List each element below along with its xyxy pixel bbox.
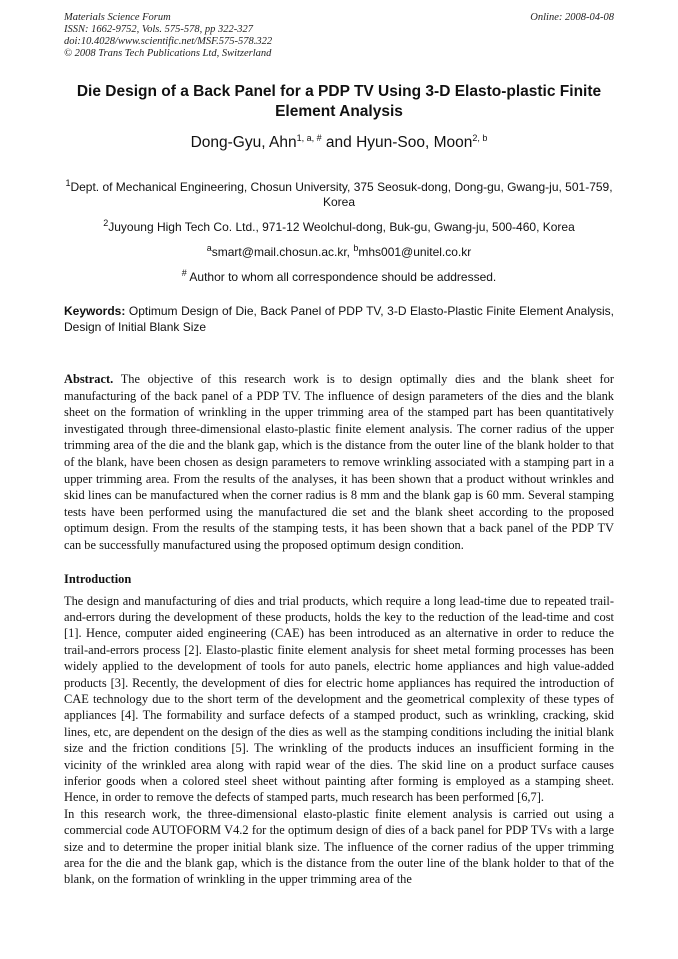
abstract-text: The objective of this research work is to design optimally dies and the blank sheet for manufacturing of the back panel of a PDP TV. The influence of design parameters of the dies and the blank sheet on the formation of wrinkling in the upper trimming area of the stamped part has been quantitatively investigated through three-dimensional elasto-plastic finite element analysis. The corner radius of the upper trimming area of the die and the blank gap, which is the distance from the outer line of the blank holder to that of the blank, have been chosen as design parameters to remove wrinkling associated with a stamping part in a upper trimming area. From the results of the analyses, it has been shown that a product without wrinkles and skid lines can be manufactured when the corner radius is 8 mm and the blank gap is 60 mm. Several stamping tests have been performed using the manufactured die set and the blank sheet according to the proposed optimum design. From the results of the stamping tests, it has been shown that a back panel of the PDP TV can be successfully manufactured using the proposed optimum design condition. <box>64 372 614 552</box>
online-date: Online: 2008-04-08 <box>530 12 614 23</box>
keywords-label: Keywords: <box>64 304 126 318</box>
keywords <box>64 303 614 335</box>
introduction-paragraph-1: The design and manufacturing of dies and trial products, which require a long lead-time due to repeated trail-and-errors during the development of these products, holds the key to the reduction of the lead-time and cost [1]. Hence, computer aided engineering (CAE) has been introduced as an alternative in order to reduce the trail-and-errors process [2]. Elasto-plastic finite element analysis for sheet metal forming processes has been widely applied to the development of tools for auto panels, electric home appliances and high value-added products [3]. Recently, the development of dies for electric home appliances has required the introduction of CAE technology due to the short term of the development and the geometrical complexity of these types of appliances [4]. The formability and surface defects of a stamped product, such as wrinkling, cracking, skid lines, etc, are dependent on the design of the dies as well as the stamping conditions including the initial blank size and the friction conditions [5]. The wrinkling of the products induces an insufficient forming in the vicinity of the wrinkled area along with rapid wear of the dies. The skid line on a product surface causes inferior goods when a colored steel sheet without painting after forming is employed as a stamping sheet. Hence, in order to remove the defects of stamped parts, much research has been performed [6,7]. <box>64 593 614 805</box>
email-b: mhs001@unitel.co.kr <box>358 245 472 259</box>
affiliation-1 <box>64 180 614 210</box>
affiliation-1-text: Dept. of Mechanical Engineering, Chosun University, 375 Seosuk-dong, Dong-gu, Gwang-ju, 501-759, Korea <box>70 180 613 209</box>
journal-doi: doi:10.4028/www.scientific.net/MSF.575-578.322 <box>64 36 273 47</box>
affiliation-2-sup: 2 <box>103 218 109 228</box>
author-conj: and <box>321 134 357 151</box>
correspondence-sup: # <box>181 268 187 278</box>
introduction-paragraph-2: In this research work, the three-dimensional elasto-plastic finite element analysis is carried out using a commercial code AUTOFORM V4.2 for the optimum design of dies of a back panel for PDP TVs with a large size and to determine the proper initial blank size. The influence of the corner radius of the upper trimming area for the die and the blank gap, which is the distance from the outer line of the blank holder to that of the blank, on the formation of wrinkling in the upper trimming area of the <box>64 806 614 887</box>
journal-header <box>64 12 614 60</box>
paper-title: Die Design of a Back Panel for a PDP TV Using 3-D Elasto-plastic Finite Element Analysis <box>76 83 602 120</box>
affiliation-1-sup: 1 <box>65 178 71 188</box>
author-1: Dong-Gyu, Ahn <box>190 134 297 151</box>
correspondence-note <box>64 270 614 285</box>
author-2-sup: 2, b <box>472 132 488 143</box>
email-a: smart@mail.chosun.ac.kr, <box>211 245 354 259</box>
journal-copyright: © 2008 Trans Tech Publications Ltd, Switzerland <box>64 48 272 59</box>
journal-name: Materials Science Forum <box>64 12 171 23</box>
email-a-sup: a <box>206 243 212 253</box>
email-line <box>64 245 614 260</box>
affiliation-2 <box>64 220 614 235</box>
journal-issn: ISSN: 1662-9752, Vols. 575-578, pp 322-327 <box>64 24 253 35</box>
email-b-sup: b <box>353 243 359 253</box>
keywords-text: Optimum Design of Die, Back Panel of PDP TV, 3-D Elasto-Plastic Finite Element Analysis, Design of Initial Blank Size <box>64 304 614 334</box>
author-line <box>64 134 614 152</box>
paper-page <box>64 12 614 888</box>
author-1-sup: 1, a, # <box>296 132 322 143</box>
abstract <box>64 371 614 554</box>
affiliation-2-text: Juyoung High Tech Co. Ltd., 971-12 Weolchul-dong, Buk-gu, Gwang-ju, 500-460, Korea <box>108 220 575 234</box>
abstract-label: Abstract. <box>64 372 114 386</box>
author-2: Hyun-Soo, Moon <box>356 134 473 151</box>
correspondence-text: Author to whom all correspondence should be addressed. <box>186 270 497 284</box>
introduction-heading: Introduction <box>64 571 132 586</box>
